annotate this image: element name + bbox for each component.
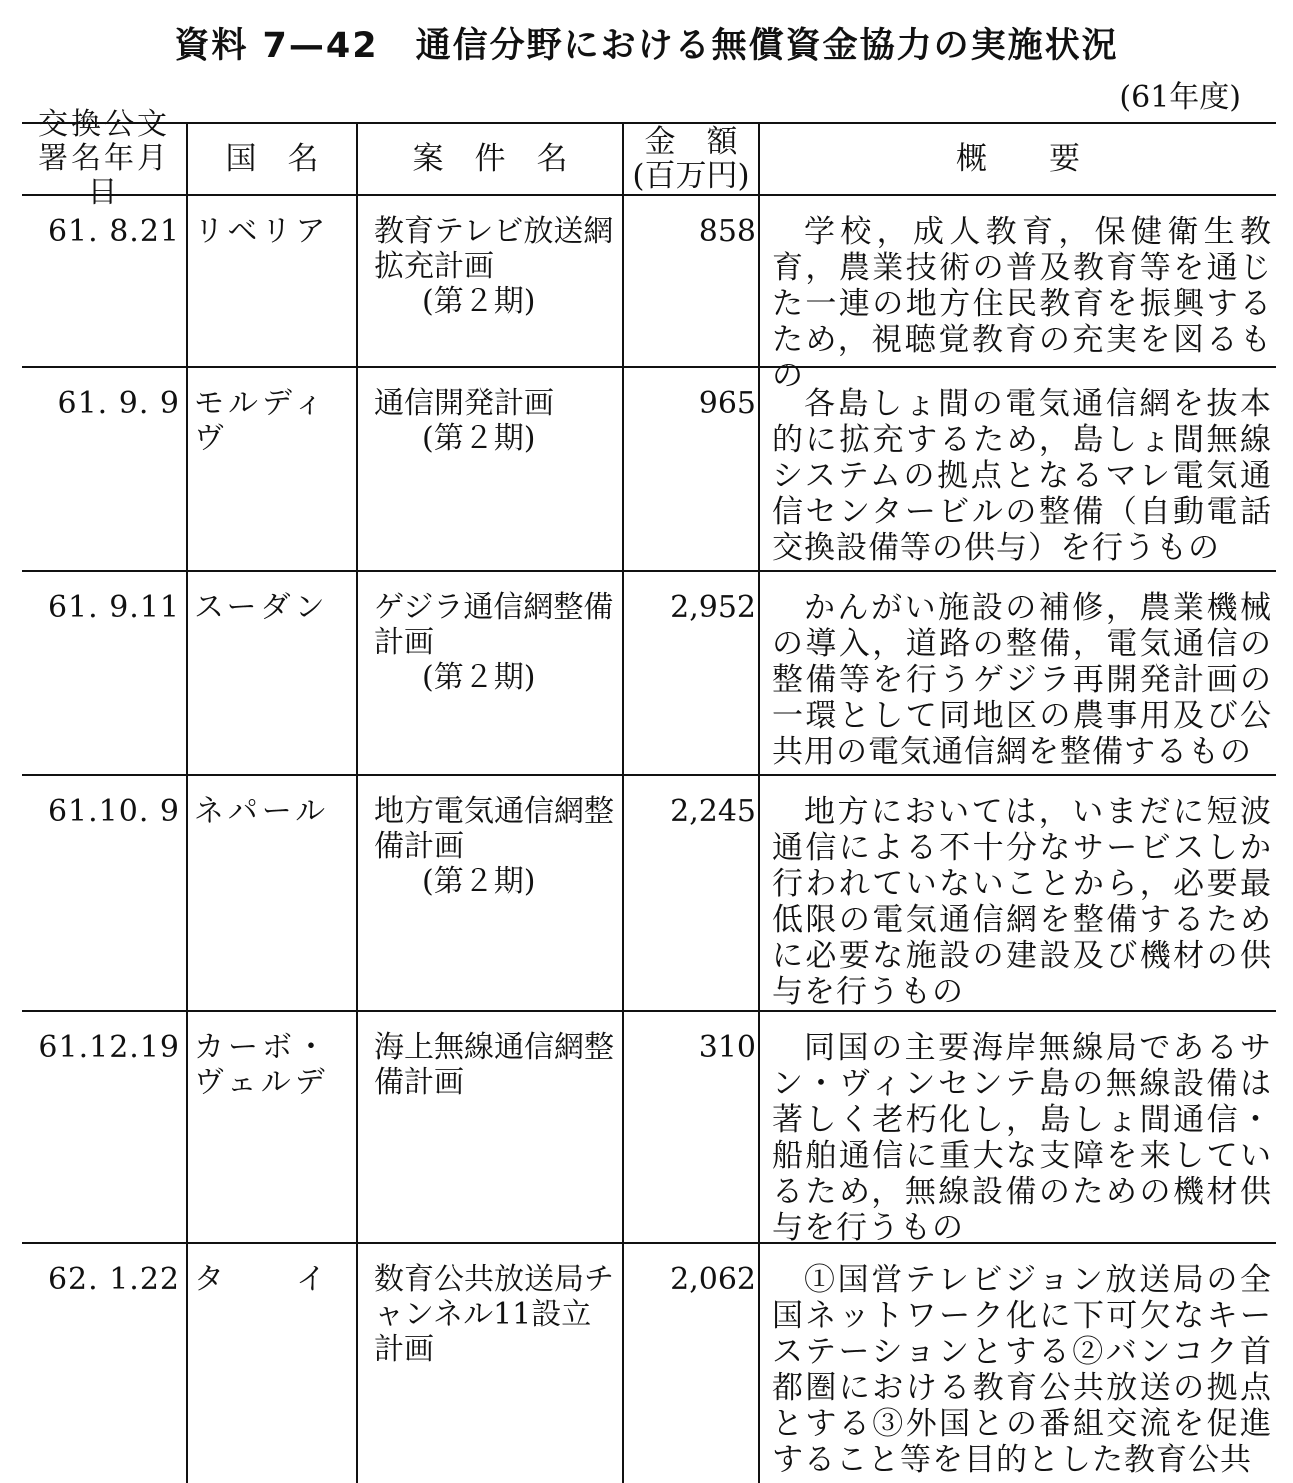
table-row [22, 572, 1276, 772]
row-summary: 地方においては，いまだに短波通信による不十分なサービスしか行われていないことから，必要最低限の電気通信網を整備するために必要な施設の建設及び機材の供与を行うもの [772, 794, 1272, 1010]
row-amount: 2,952 [670, 590, 756, 625]
header-amount-line2: (百万円) [632, 158, 750, 194]
row-amount: 2,062 [670, 1262, 756, 1297]
row-date: 61.10. 9 [47, 794, 180, 829]
row-country: タ イ [194, 1262, 330, 1297]
page-title: 資料 7—42 通信分野における無償資金協力の実施状況 [174, 26, 1119, 66]
header-project: 案 件 名 [412, 141, 568, 177]
row-date: 61. 8.21 [47, 214, 180, 249]
row-project-name: 地方電気通信網整備計画 [374, 794, 614, 864]
row-summary: かんがい施設の補修，農業機械の導入，道路の整備，電気通信の整備等を行うゲジラ再開発計画の一環として同地区の農事用及び公共用の電気通信網を整備するもの [772, 590, 1272, 770]
row-project-name: 数育公共放送局チャンネル11設立計画 [374, 1262, 614, 1367]
row-amount: 965 [698, 386, 756, 421]
row-date: 62. 1.22 [47, 1262, 180, 1297]
row-amount: 858 [698, 214, 756, 249]
row-project-phase: (第２期) [422, 660, 536, 695]
header-amount-line1: 金 額 [644, 124, 738, 160]
header-date: 交換公文署名年月日 [38, 107, 170, 210]
row-amount: 2,245 [670, 794, 756, 829]
grant-aid-table [22, 107, 1276, 1483]
row-project [374, 386, 614, 456]
row-project-phase: (第２期) [422, 864, 536, 899]
header-summary: 概 要 [956, 141, 1080, 177]
row-project [374, 214, 614, 319]
row-country: モルディヴ [194, 386, 328, 456]
row-project-phase: (第２期) [422, 421, 536, 456]
table-row [22, 1012, 1276, 1246]
row-date: 61. 9.11 [47, 590, 180, 625]
row-summary: 各島しょ間の電気通信網を抜本的に拡充するため，島しょ間無線システムの拠点となるマレ電気通信センタービルの整備（自動電話交換設備等の供与）を行うもの [772, 386, 1272, 566]
fiscal-year-label: (61年度) [1119, 80, 1241, 115]
table-row [22, 776, 1276, 1010]
table-row [22, 196, 1276, 394]
row-project-name: 教育テレビ放送網拡充計画 [374, 214, 614, 284]
row-amount: 310 [698, 1030, 756, 1065]
row-summary: ①国営テレビジョン放送局の全国ネットワーク化に下可欠なキーステーションとする②バンコク首都圏における教育公共放送の拠点とする③外国との番組交流を促進すること等を目的とした教育公共 [772, 1262, 1272, 1478]
row-project [374, 794, 614, 899]
row-project [374, 590, 614, 695]
row-country: カーボ・ヴェルデ [194, 1030, 330, 1100]
row-project [374, 1030, 614, 1100]
row-country: ネパール [194, 794, 330, 829]
row-date: 61.12.19 [38, 1030, 180, 1065]
row-date: 61. 9. 9 [57, 386, 180, 421]
row-summary: 同国の主要海岸無線局であるサン・ヴィンセンテ島の無線設備は著しく老朽化し，島しょ間通信・船舶通信に重大な支障を来しているため，無線設備のための機材供与を行うもの [772, 1030, 1272, 1246]
row-project-phase: (第２期) [422, 284, 536, 319]
table-row [22, 368, 1276, 568]
header-country: 国 名 [225, 141, 319, 177]
row-project-name: 通信開発計画 [374, 386, 554, 421]
table-row [22, 1244, 1276, 1483]
row-project-name: ゲジラ通信網整備計画 [374, 590, 614, 660]
row-country: リベリア [194, 214, 330, 249]
row-summary: 学校，成人教育，保健衛生教育，農業技術の普及教育等を通じた一連の地方住民教育を振興するため，視聴覚教育の充実を図るもの [772, 214, 1272, 394]
header-amount [624, 124, 758, 194]
row-project-name: 海上無線通信網整備計画 [374, 1030, 614, 1100]
row-country: スーダン [194, 590, 329, 625]
row-project [374, 1262, 614, 1367]
